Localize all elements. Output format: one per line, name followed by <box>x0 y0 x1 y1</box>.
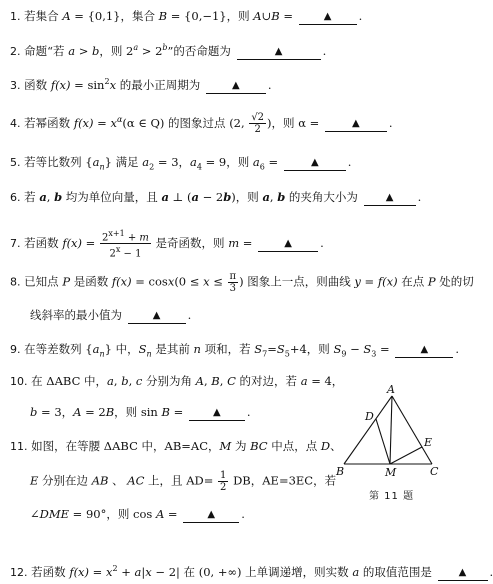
answer-blank-2[interactable]: ▲ <box>237 47 321 60</box>
label-M: M <box>385 466 397 479</box>
fraction-odd-function: $\frac{2^{x+1} + m}{2^x - 1}$ <box>101 229 149 260</box>
answer-blank-3[interactable]: ▲ <box>206 81 266 94</box>
question-10-line-2: b = 3，A = 2B，则 sin B = ▲ . <box>30 405 251 419</box>
segment-DM <box>376 419 390 464</box>
question-11: 11. 如图，在等腰 ΔABC 中，AB=AC，M 为 BC 中点，点 D、 <box>10 439 342 453</box>
label-D: D <box>365 410 374 423</box>
segment-ME <box>390 447 422 464</box>
answer-blank-6[interactable]: ▲ <box>364 193 416 206</box>
answer-blank-11[interactable]: ▲ <box>183 510 239 523</box>
label-E: E <box>424 436 433 449</box>
answer-blank-4[interactable]: ▲ <box>325 119 387 132</box>
figure-caption: 第 11 题 <box>369 491 415 502</box>
question-2: 2. 命题“若 a > b，则 $2^a > 2^b$”的否命题为 ▲ . <box>10 43 327 58</box>
question-4: 4. 若幂函数 $f(x) = x^\alpha(\alpha$ ∈ Q) 的图象过点 (2, $\frac{√2}{2}$ )，则 α = ▲ . <box>10 112 393 136</box>
fraction-one-half: $\frac{1}{2}$ <box>220 470 227 493</box>
answer-blank-1[interactable]: ▲ <box>299 12 357 25</box>
question-5: 5. 若等比数列 $\{a_n\}$ 满足 $a_2 = 3$，$a_4 = 9$，则 $a_6$ = ▲ . <box>10 155 352 172</box>
question-9: 9. 在等差数列 $\{a_n\}$ 中，$S_n$ 是其前 n 项和，若 $S_7=S_5+4$，则 $S_9 - S_3$ = ▲ . <box>10 342 459 359</box>
label-C: C <box>430 465 439 478</box>
segment-AM <box>390 396 392 464</box>
answer-blank-8[interactable]: ▲ <box>128 311 186 324</box>
question-3: 3. 函数 $f(x) = \sin^2x$ 的最小正周期为 ▲ . <box>10 77 272 92</box>
question-6: 6. 若 a, b 均为单位向量，且 a ⊥ (a − 2b)，则 a, b 的夹角大小为 ▲ . <box>10 190 422 204</box>
question-1: 1. 若集合 A = {0,1}，集合 B = {0,−1}，则 A∪B = ▲ . <box>10 9 363 23</box>
label-B: B <box>336 465 345 478</box>
question-8-line-2: 线斜率的最小值为 ▲ . <box>30 308 192 322</box>
label-A: A <box>387 383 395 396</box>
answer-blank-10[interactable]: ▲ <box>189 408 245 421</box>
question-8: 8. 已知点 P 是函数 f(x) = cosx(0 ≤ x ≤ $\frac{\pi}{3}$ ) 图象上一点，则曲线 y = f(x) 在点 P 处的切 <box>10 271 474 294</box>
segment-AB <box>344 396 392 464</box>
answer-blank-9[interactable]: ▲ <box>395 345 453 358</box>
segment-AC <box>392 396 432 464</box>
answer-blank-7[interactable]: ▲ <box>258 239 318 252</box>
triangle-figure <box>334 382 454 500</box>
fraction-pi-over-3: $\frac{\pi}{3}$ <box>229 271 237 294</box>
question-7: 7. 若函数 f(x) = $\frac{2^{x+1} + m}{2^x - 1}$ 是奇函数，则 m = ▲ . <box>10 229 324 260</box>
question-10: 10. 在 ΔABC 中，a, b, c 分别为角 A, B, C 的对边，若 a = 4， <box>10 374 344 388</box>
question-11-line-2: E 分别在边 AB 、 AC 上，且 AD= $\frac{1}{2}$ DB，AE=3EC，若 <box>30 470 337 493</box>
question-11-line-3: ∠DME = 90°，则 cos A = ▲ . <box>30 507 245 521</box>
answer-blank-12[interactable]: ▲ <box>438 568 488 581</box>
question-12: 12. 若函数 $f(x) = x^2 + a|x - 2|$ 在 (0, +∞) 上单调递增，则实数 a 的取值范围是 ▲ . <box>10 564 493 579</box>
answer-blank-5[interactable]: ▲ <box>284 158 346 171</box>
fraction-sqrt2-over-2: $\frac{√2}{2}$ <box>251 112 265 136</box>
